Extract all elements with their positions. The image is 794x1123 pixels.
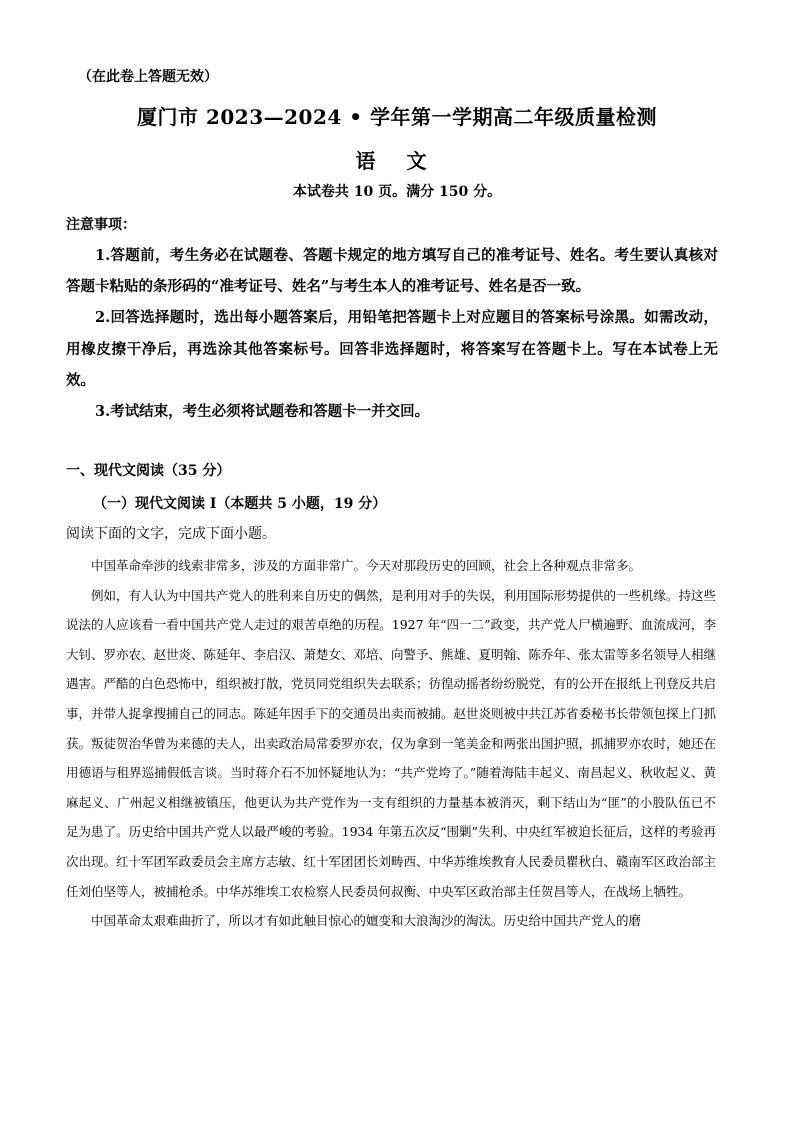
- passage-paragraph: 中国革命太艰难曲折了，所以才有如此触目惊心的嬗变和大浪淘沙的淘汰。历史给中国共产党人的磨: [91, 913, 642, 929]
- notice-item: 3.考试结束，考生必须将试题卷和答题卡一并交回。: [95, 403, 430, 421]
- notice-item: 1.答题前，考生务必在试题卷、答题卡规定的地方填写自己的准考证号、姓名。考生要认真核对答题卡粘贴的条形码的“准考证号、姓名”与考生本人的准考证号、姓名是否一致。: [66, 247, 718, 296]
- passage-paragraph: 例如，有人认为中国共产党人的胜利来自历史的偶然，是利用对手的失误，利用国际形势提供的一些机缘。持这些说法的人应该看一看中国共产党人走过的艰苦卓绝的历程。1927 年“四一二”政变，共产党人尸横遍野、血流成河，李大钊、罗亦农、赵世炎、陈延年、李启汉、萧楚女、邓培、向警予、熊雄、夏明翰、陈乔年、张太雷等多名领导人相继遇害。严酷的白色恐怖中，组织被打散，党员同党组织失去联系；彷徨动摇者纷纷脱党，有的公开在报纸上刊登反共启事，并带人捉拿搜捕自己的同志。陈延年因手下的交通员出卖而被捕。赵世炎则被中共江苏省委秘书长带领包探上门抓获。叛徒贺治华曾为来德的夫人，出卖政治局常委罗亦农，仅为拿到一笔美金和两张出国护照，抓捕罗亦农时，她还在用德语与租界巡捕假低言谈。当时蒋介石不加怀疑地认为：“共产党垮了。”随着海陆丰起义、南昌起义、秋收起义、黄麻起义、广州起义相继被镇压，他更认为共产党作为一支有组织的力量基本被消灭，剩下结山为“匪”的小股队伍已不足为患了。历史给中国共产党人以最严峻的考验。1934 年第五次反“围剿”失利、中央红军被迫长征后，这样的考验再次出现。红十军团军政委员会主席方志敏、红十军团团长刘畴西、中华苏维埃教育人民委员瞿秋白、赣南军区政治部主任刘伯坚等人，被捕枪杀。中华苏维埃工农检察人民委员何叔衡、中央军区政治部主任贺昌等人，在战场上牺牲。: [66, 587, 717, 899]
- notice-list: [66, 240, 718, 427]
- reading-instruction: 阅读下面的文字，完成下面小题。: [66, 526, 276, 542]
- invalid-answer-note: （在此卷上答题无效）: [78, 69, 218, 85]
- subsection-heading: （一）现代文阅读 I（本题共 5 小题，19 分）: [93, 496, 387, 512]
- notice-item: 2.回答选择题时，选出每小题答案后，用铅笔把答题卡上对应题目的答案标号涂黑。如需改动，用橡皮擦干净后，再选涂其他答案标号。回答非选择题时，将答案写在答题卡上。写在本试卷上无效。: [66, 309, 718, 389]
- passage-paragraph: 中国革命牵涉的线索非常多，涉及的方面非常广。今天对那段历史的回顾，社会上各种观点非常多。: [91, 558, 642, 573]
- subject-title: 语 文: [355, 149, 439, 173]
- reading-passage: [66, 551, 716, 936]
- exam-title: 厦门市 2023—2024 • 学年第一学期高二年级质量检测: [137, 105, 657, 129]
- notice-heading: 注意事项：: [66, 217, 136, 233]
- section-heading: 一、现代文阅读（35 分）: [66, 463, 231, 479]
- exam-meta: 本试卷共 10 页。满分 150 分。: [292, 184, 502, 200]
